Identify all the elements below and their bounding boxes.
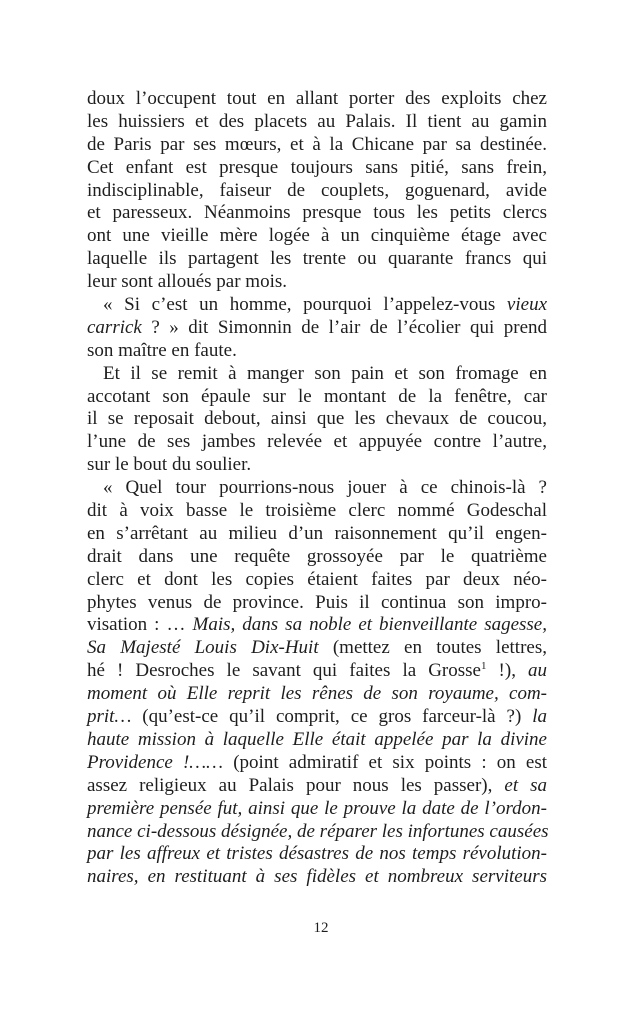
text-line bbox=[87, 614, 547, 637]
text-line bbox=[87, 294, 547, 317]
text-line bbox=[87, 775, 547, 798]
text-segment: laquelle ils partagent les trente ou quarante francs qui bbox=[87, 248, 547, 270]
text-segment: (qu’est-ce qu’il comprit, ce gros farceur-là ?) bbox=[131, 706, 533, 728]
text-line bbox=[87, 706, 547, 729]
text-line bbox=[87, 683, 547, 706]
text-segment: et paresseux. Néanmoins presque tous les petits clercs bbox=[87, 202, 547, 224]
text-line bbox=[87, 546, 547, 569]
text-segment: Cet enfant est presque toujours sans pitié, sans frein, bbox=[87, 156, 547, 178]
italic-text: vieux bbox=[506, 294, 547, 316]
text-line bbox=[87, 340, 547, 363]
italic-text: moment où Elle reprit les rênes de son royaume, com- bbox=[87, 683, 547, 705]
text-line bbox=[87, 843, 547, 866]
text-line bbox=[87, 363, 547, 386]
text-line bbox=[87, 454, 547, 477]
text-line bbox=[87, 752, 547, 775]
italic-text: Mais, dans sa noble et bienveillante sagesse, bbox=[192, 614, 547, 636]
text-line bbox=[87, 569, 547, 592]
italic-text: au bbox=[528, 660, 547, 682]
text-segment: sur le bout du soulier. bbox=[87, 454, 252, 476]
text-line bbox=[87, 592, 547, 615]
text-segment: de Paris par ses mœurs, et à la Chicane par sa destinée. bbox=[87, 133, 547, 155]
text-line bbox=[87, 798, 547, 821]
text-line bbox=[87, 500, 547, 523]
text-segment: ont une vieille mère logée à un cinquième étage avec bbox=[87, 225, 547, 247]
italic-text: haute mission à laquelle Elle était appelée par la divine bbox=[87, 728, 547, 750]
page-number: 12 bbox=[313, 920, 329, 936]
italic-text: carrick bbox=[87, 316, 142, 338]
text-segment: phytes venus de province. Puis il continua son impro- bbox=[87, 591, 547, 613]
text-line bbox=[87, 637, 547, 660]
text-line bbox=[87, 729, 547, 752]
text-segment: il se reposait debout, ainsi que les chevaux de coucou, bbox=[87, 408, 547, 430]
footnote-marker: 1 bbox=[480, 660, 487, 673]
italic-text: prit… bbox=[87, 706, 132, 728]
text-line bbox=[87, 866, 547, 889]
text-segment: « Si c’est un homme, pourquoi l’appelez-vous bbox=[103, 294, 507, 316]
text-line bbox=[87, 317, 547, 340]
text-segment: Et il se remit à manger son pain et son fromage en bbox=[103, 362, 547, 384]
text-line bbox=[87, 271, 547, 294]
italic-text: première pensée fut, ainsi que le prouve la date de l’ordon- bbox=[87, 797, 547, 819]
text-segment: leur sont alloués par mois. bbox=[87, 271, 287, 293]
text-segment: clerc et dont les copies étaient faites par deux néo- bbox=[87, 568, 547, 590]
italic-text: la bbox=[532, 706, 547, 728]
text-line bbox=[87, 111, 547, 134]
body-text bbox=[87, 88, 547, 889]
text-segment: ? » dit Simonnin de l’air de l’écolier qui prend bbox=[141, 316, 547, 338]
italic-text: Providence !…… bbox=[87, 751, 224, 773]
italic-text: Sa Majesté Louis Dix-Huit bbox=[87, 637, 319, 659]
text-segment: doux l’occupent tout en allant porter des exploits chez bbox=[87, 88, 547, 109]
text-segment: « Quel tour pourrions-nous jouer à ce chinois-là ? bbox=[103, 477, 547, 499]
italic-text: et sa bbox=[504, 774, 548, 796]
text-segment: hé ! Desroches le savant qui faites la Grosse bbox=[87, 660, 481, 682]
text-segment: dit à voix basse le troisième clerc nommé Godeschal bbox=[87, 500, 547, 522]
text-segment: les huissiers et des placets au Palais. Il tient au gamin bbox=[87, 110, 547, 132]
text-segment: accotant son épaule sur le montant de la fenêtre, car bbox=[87, 385, 547, 407]
text-line bbox=[87, 225, 547, 248]
text-segment: (point admiratif et six points : on est bbox=[223, 751, 548, 773]
italic-text: nance ci-dessous désignée, de réparer les infortunes causées bbox=[87, 820, 549, 842]
text-line bbox=[87, 660, 547, 683]
text-line bbox=[87, 821, 547, 844]
text-segment: !), bbox=[486, 660, 528, 682]
text-segment: drait dans une requête grossoyée par le quatrième bbox=[87, 545, 547, 567]
text-line bbox=[87, 431, 547, 454]
italic-text: par les affreux et tristes désastres de nos temps révolution- bbox=[87, 843, 547, 865]
text-segment: visation : … bbox=[87, 614, 193, 636]
text-line bbox=[87, 88, 547, 111]
text-line bbox=[87, 408, 547, 431]
text-segment: (mettez en toutes lettres, bbox=[318, 637, 547, 659]
text-line bbox=[87, 157, 547, 180]
text-line bbox=[87, 477, 547, 500]
text-line bbox=[87, 202, 547, 225]
text-segment: son maître en faute. bbox=[87, 339, 237, 361]
text-segment: assez religieux au Palais pour nous les passer), bbox=[87, 774, 505, 796]
text-segment: l’une de ses jambes relevée et appuyée contre l’autre, bbox=[87, 431, 547, 453]
text-line bbox=[87, 134, 547, 157]
text-segment: en s’arrêtant au milieu d’un raisonnement qu’il engen- bbox=[87, 522, 547, 544]
text-line bbox=[87, 248, 547, 271]
text-line bbox=[87, 523, 547, 546]
text-line bbox=[87, 180, 547, 203]
text-line bbox=[87, 386, 547, 409]
text-segment: indisciplinable, faiseur de couplets, goguenard, avide bbox=[87, 179, 547, 201]
italic-text: naires, en restituant à ses fidèles et nombreux serviteurs bbox=[87, 866, 547, 888]
